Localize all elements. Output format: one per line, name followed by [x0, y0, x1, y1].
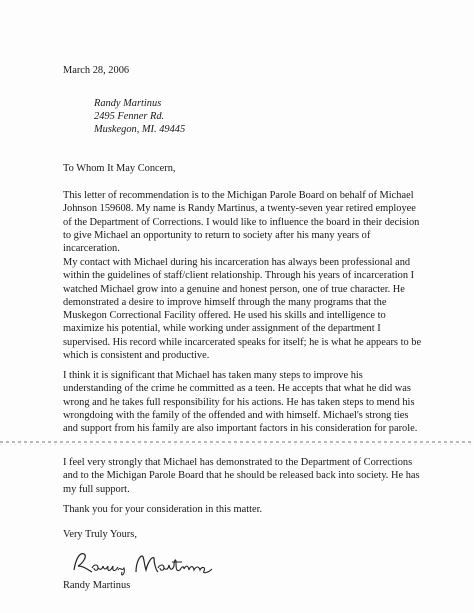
sender-address [94, 98, 454, 136]
sender-name: Randy Martinus [94, 98, 162, 109]
paragraph-3: I think it is significant that Michael has taken many steps to improve his understanding of the crime he committed as a teen. He accepts that what he did was wrong and he takes full responsibility for his actions. He has taken steps to mend his wrongdoing with the family of the offended and with himself. Michael's strong ties and support from his family are also important factors in his consideration for parole. [63, 370, 418, 435]
scan-artifact-speck [0, 444, 474, 445]
sender-street: 2495 Fenner Rd. [94, 110, 165, 122]
paragraph-2: My contact with Michael during his incarceration has always been professional and within the guidelines of staff/client relationship. Through his years of incarceration I watched Michael grow into a genuine and honest person, one of true character. He demonstrated a desire to improve himself through the many programs that the Muskegon Correctional Facility offered. He used his skills and intelligence to maximize his potential, while working under assignment of the department I supervised. His record while incarcerated speaks for itself; he is what he appears to be which is consistent and productive. [63, 257, 422, 362]
salutation: To Whom It May Concern, [63, 163, 176, 174]
paragraph-1: This letter of recommendation is to the Michigan Parole Board on behalf of Michael Johnson 159608. My name is Randy Martinus, a twenty-seven year retired employee of the Department of Corrections. I would like to influence the board in their decision to give Michael an opportunity to return to society after his many years of incarceration. [63, 190, 420, 255]
thanks-line: Thank you for your consideration in this matter. [63, 504, 263, 515]
handwritten-signature [70, 548, 220, 578]
signer-name: Randy Martinus [63, 580, 131, 591]
letter-date: March 28, 2006 [63, 65, 130, 76]
closing: Very Truly Yours, [63, 529, 137, 540]
sender-city: Muskegon, MI. 49445 [94, 123, 186, 135]
scan-artifact-line [0, 441, 474, 443]
paragraph-4: I feel very strongly that Michael has demonstrated to the Department of Corrections and to the Michigan Parole Board that he should be released back into society. He has my full support. [63, 457, 420, 495]
